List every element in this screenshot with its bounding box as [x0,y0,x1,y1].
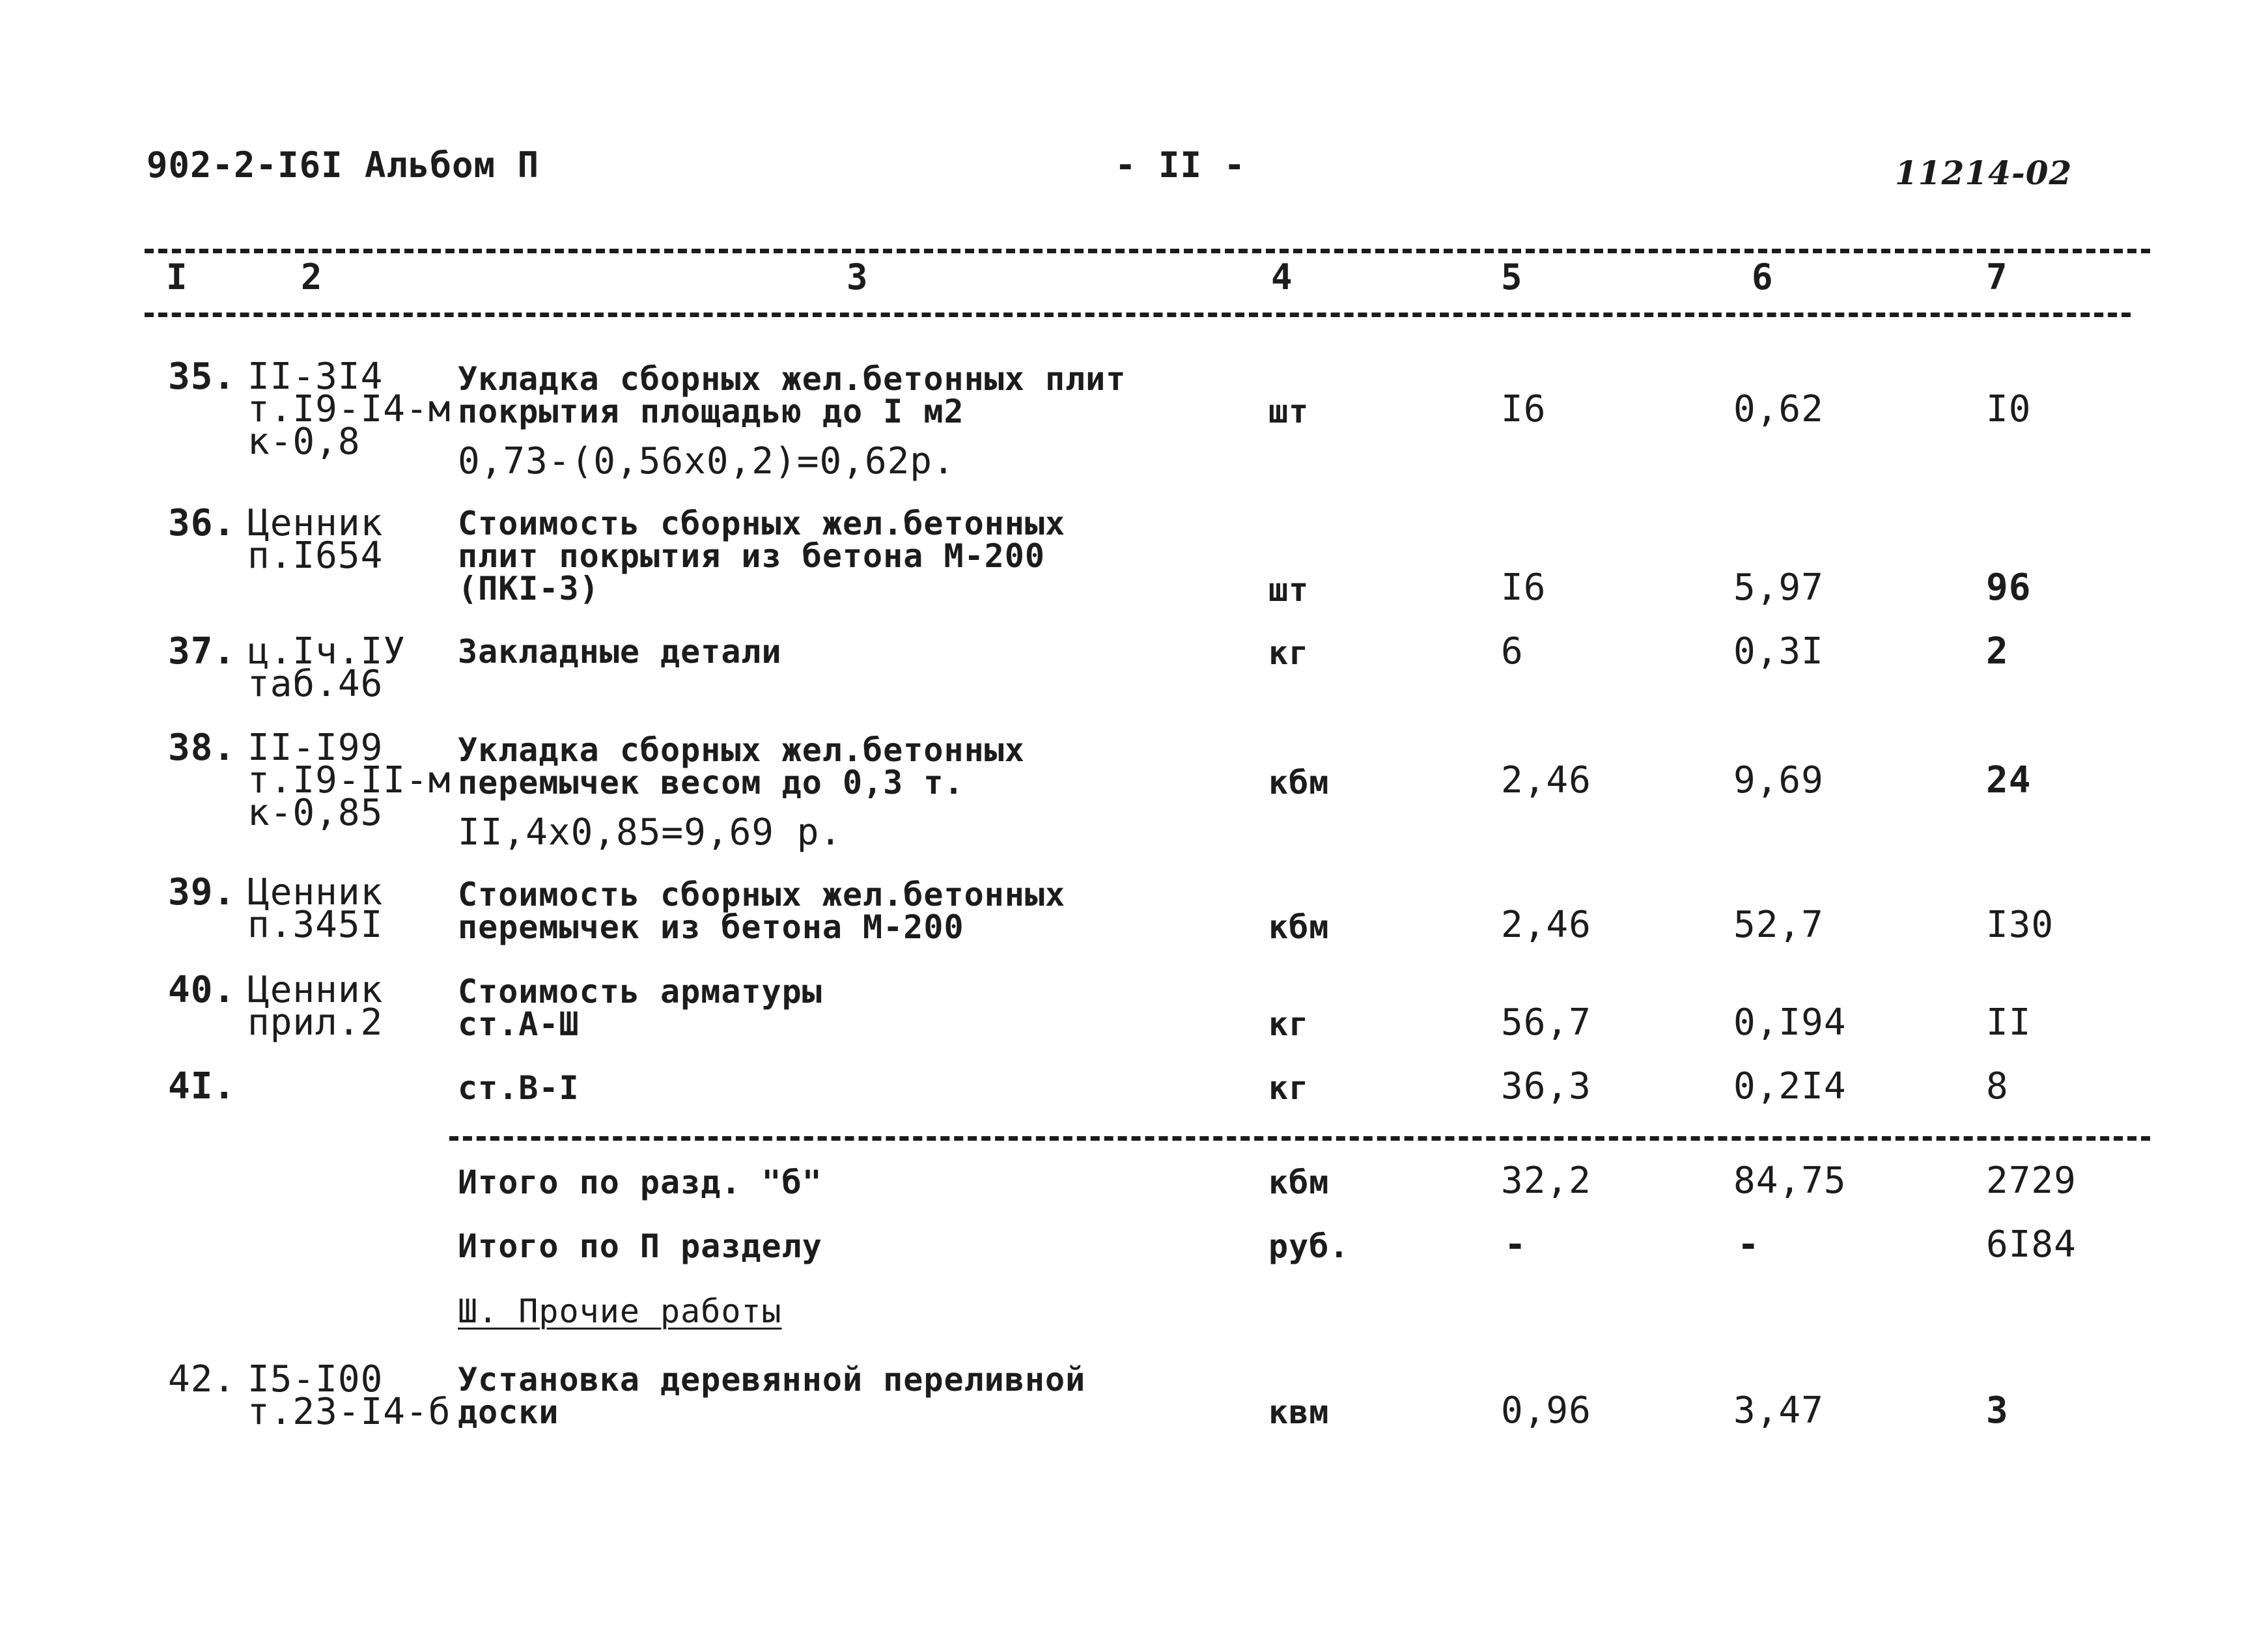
row-number: 38. [168,727,236,769]
row-quantity: I6 [1501,566,1547,609]
row-unit: кбм [1268,908,1330,946]
row-code: т.I9-II-м [247,759,451,802]
col-header-1: I [166,257,188,298]
row-description: Закладные детали [458,633,782,671]
row-price: 0,3I [1733,630,1824,673]
row-calculation: 0,73-(0,56х0,2)=0,62р. [458,440,955,482]
row-code: Ценник [247,502,384,544]
row-quantity: 0,96 [1501,1389,1591,1432]
row-code: прил.2 [247,1001,384,1044]
row-code: т.I9-I4-м [247,388,451,430]
totals-label: Итого по разд. "б" [458,1164,822,1201]
row-code: II-3I4 [247,355,384,398]
row-description: Стоимость арматуры [458,973,822,1011]
row-description: Установка деревянной переливной [458,1361,1086,1399]
col-header-4: 4 [1271,257,1293,298]
col-header-5: 5 [1501,257,1523,298]
row-number: 40. [168,969,236,1011]
totals-total: 2729 [1986,1160,2077,1202]
totals-price: 84,75 [1733,1160,1847,1202]
row-code: п.I654 [247,535,384,577]
row-code: к-0,8 [247,421,361,463]
totals-rule [449,1136,2150,1141]
totals-quantity: - [1504,1223,1527,1266]
row-total: 2 [1986,630,2009,673]
totals-price: - [1737,1223,1760,1266]
row-code: Ценник [247,871,384,913]
row-code: I5-I00 [247,1358,384,1401]
row-number: 4I. [168,1065,236,1108]
row-description: ст.В-I [458,1069,580,1107]
totals-unit: кбм [1268,1164,1330,1201]
totals-label: Итого по П разделу [458,1227,822,1265]
row-quantity: 2,46 [1501,759,1591,802]
row-description: Укладка сборных жел.бетонных плит [458,360,1127,398]
totals-unit: руб. [1268,1227,1350,1265]
col-header-6: 6 [1752,257,1774,298]
row-code: п.345I [247,904,384,946]
row-code: Ценник [247,969,384,1011]
row-total: II [1986,1001,2032,1044]
row-number: 37. [168,630,236,673]
album-label: Альбом П [365,145,540,186]
totals-quantity: 32,2 [1501,1160,1591,1202]
row-total: I0 [1986,388,2032,430]
row-price: 5,97 [1733,566,1824,609]
row-price: 0,2I4 [1733,1065,1847,1108]
row-quantity: 56,7 [1501,1001,1591,1044]
page-number: - II - [1115,145,1246,186]
row-price: 0,I94 [1733,1001,1847,1044]
row-unit: кбм [1268,764,1330,802]
row-description: покрытия площадью до I м2 [458,393,964,430]
row-unit: шт [1268,571,1309,609]
row-quantity: 2,46 [1501,904,1591,946]
totals-total: 6I84 [1986,1223,2077,1266]
col-header-7: 7 [1986,257,2008,298]
row-price: 9,69 [1733,759,1824,802]
row-number: 35. [168,355,236,398]
row-description: Укладка сборных жел.бетонных [458,731,1025,769]
row-description: Стоимость сборных жел.бетонных [458,505,1066,542]
table-header-rule [145,313,2131,317]
row-description: плит покрытия из бетона М-200 [458,537,1045,575]
row-unit: шт [1268,393,1309,430]
doc-number: 902-2-I6I [147,145,343,186]
row-unit: кг [1268,1005,1309,1043]
handwritten-code: 11214-02 [1895,154,2073,192]
row-code: ц.Iч.IУ [247,630,406,673]
row-price: 0,62 [1733,388,1824,430]
row-code: таб.46 [247,663,384,705]
row-description: перемычек из бетона М-200 [458,908,964,946]
row-total: 24 [1986,759,2032,802]
row-total: I30 [1986,904,2054,946]
row-price: 3,47 [1733,1389,1824,1432]
row-description: Стоимость сборных жел.бетонных [458,876,1066,913]
row-unit: квм [1268,1393,1330,1431]
row-description: доски [458,1393,559,1431]
row-number: 42. [168,1358,236,1401]
col-header-3: 3 [847,257,869,298]
row-price: 52,7 [1733,904,1824,946]
row-number: 39. [168,871,236,913]
row-unit: кг [1268,1069,1309,1107]
row-description: ст.А-Ш [458,1005,580,1043]
row-total: 8 [1986,1065,2009,1108]
row-quantity: 6 [1501,630,1524,673]
row-calculation: II,4х0,85=9,69 р. [458,811,843,854]
row-code: II-I99 [247,727,384,769]
row-description: (ПКI-3) [458,570,600,607]
row-quantity: I6 [1501,388,1547,430]
row-quantity: 36,3 [1501,1065,1591,1108]
row-total: 3 [1986,1389,2009,1432]
row-unit: кг [1268,634,1309,672]
col-header-2: 2 [301,257,323,298]
section-title: Ш. Прочие работы [458,1292,782,1330]
row-code: т.23-I4-б [247,1391,451,1433]
row-total: 96 [1986,566,2032,609]
table-top-rule [145,249,2150,253]
row-description: перемычек весом до 0,3 т. [458,764,964,802]
row-number: 36. [168,502,236,544]
row-code: к-0,85 [247,792,384,834]
